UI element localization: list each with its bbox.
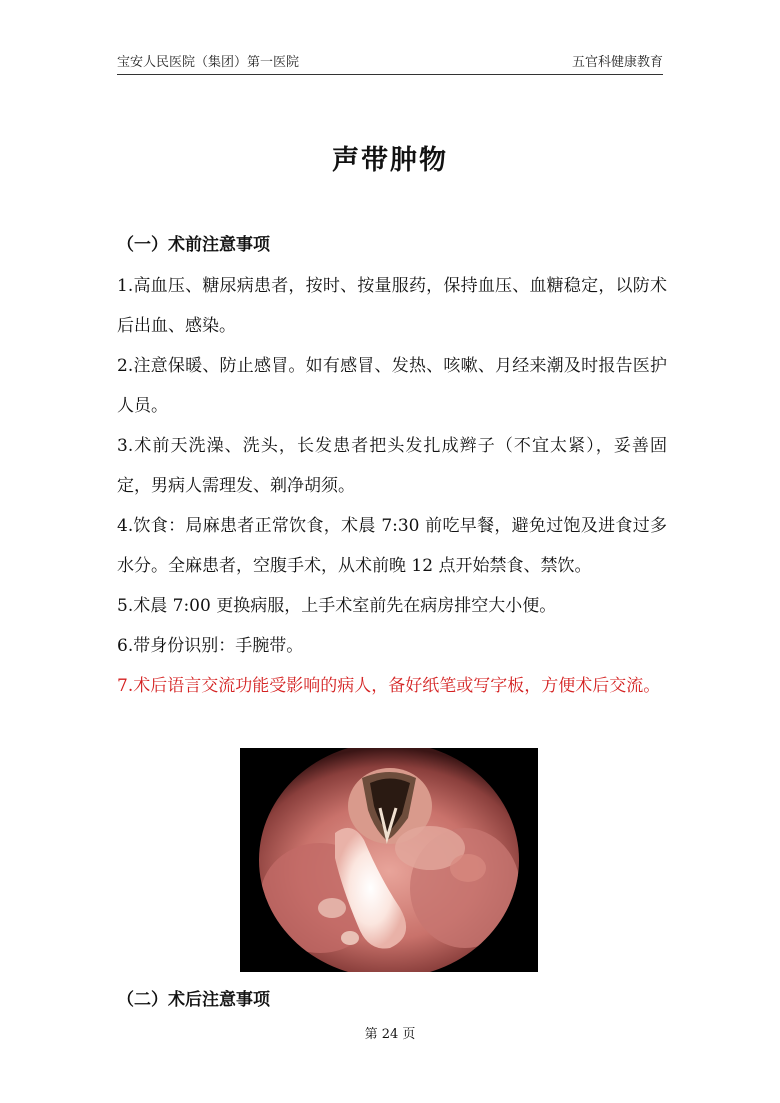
list-item: 3.术前天洗澡、洗头，长发患者把头发扎成辫子（不宜太紧），妥善固定，男病人需理发、剃净胡须。 [117, 436, 667, 496]
laryngoscope-image [240, 748, 538, 972]
preop-items-list [117, 266, 667, 706]
section-heading-preop: （一）术前注意事项 [117, 235, 270, 255]
page-number: 第 24 页 [364, 1027, 416, 1042]
list-item-highlighted: 7.术后语言交流功能受影响的病人，备好纸笔或写字板，方便术后交流。 [117, 676, 661, 696]
list-item: 5.术晨 7:00 更换病服，上手术室前先在病房排空大小便。 [117, 596, 557, 616]
list-item: 2.注意保暖、防止感冒。如有感冒、发热、咳嗽、月经来潮及时报告医护人员。 [117, 356, 667, 416]
page-header [117, 50, 663, 75]
department-name: 五官科健康教育 [571, 55, 663, 70]
document-title: 声带肿物 [332, 145, 448, 176]
section-heading-postop: （二）术后注意事项 [117, 990, 270, 1010]
list-item: 1.高血压、糖尿病患者，按时、按量服药，保持血压、血糖稳定，以防术后出血、感染。 [117, 276, 667, 336]
hospital-name: 宝安人民医院（集团）第一医院 [117, 55, 300, 70]
list-item: 4.饮食：局麻患者正常饮食，术晨 7:30 前吃早餐，避免过饱及进食过多水分。全麻患者，空腹手术，从术前晚 12 点开始禁食、禁饮。 [117, 516, 667, 576]
list-item: 6.带身份识别：手腕带。 [117, 636, 304, 656]
vocal-cord-endoscopy-illustration [240, 748, 538, 972]
